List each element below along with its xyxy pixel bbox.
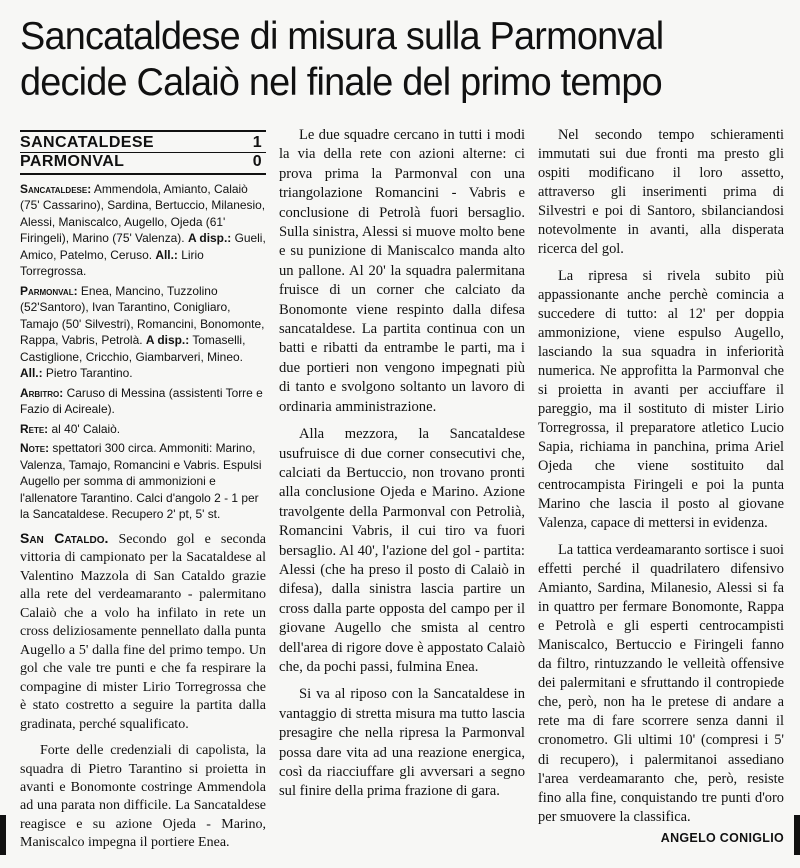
article-paragraph-1 <box>20 529 266 734</box>
goal-text: al 40' Calaiò. <box>51 421 121 436</box>
headline <box>20 14 772 106</box>
referee-label: Arbitro: <box>20 385 64 400</box>
scan-edge-mark-right <box>794 815 800 855</box>
headline-line-1: Sancataldese di misura sulla Parmonval <box>20 15 664 58</box>
lineup-home-disp-label: A disp.: <box>187 231 232 246</box>
article-paragraph-1-text: Secondo gol e seconda vittoria di campionato per la Sacataldese al Valentino Mazzola di San Cataldo grazie alla rete del verdeamaranto - palermitano Calaiò che a volo ha infilato in rete un cross deliziosamente pennellato dalla punta Augello a 5' dalla fine del primo tempo. Un gol che vale tre punti e che fa respirare la compagine di mister Lirio Torregrossa che è stato costretto a seguire la partita dalla gradinata, perché squalificato. <box>20 531 266 732</box>
lineup-home-all-label: All.: <box>155 247 178 262</box>
lineup-away-label: Parmonval: <box>20 283 78 298</box>
home-team-name: SANCATALDESE <box>20 134 154 151</box>
notes-info <box>20 440 266 522</box>
column-2 <box>279 126 525 802</box>
article-paragraph-4: Alla mezzora, la Sancataldese usufruisce di due corner consecutivi che, calciati da Bertuccio, non trovano pronti alla conclusione Ojeda e Marino. Azione travolgente della Parmonval con Petrolià, Romancini Vabris, il cui tiro va fuori bersaglio. Al 40', l'azione del gol - partita: Alessi (che ha preso il posto di Calaiò in difesa), dalla sinistra lascia partire un cross dalla parte opposta del campo per il giovane Augello che smista al centro dell'area di rigore dove è appostato Calaiò che, da pochi passi, fulmina Enea. <box>279 426 525 675</box>
notes-label: Note: <box>20 441 50 456</box>
lineup-home-all-text: Lirio Torregrossa. <box>20 247 204 279</box>
column-3 <box>538 126 784 848</box>
goal-info <box>20 421 266 437</box>
article-paragraph-2: Forte delle credenziali di capolista, la squadra di Pietro Tarantino si proietta in avanti e Bonomonte costringe Ammendola ad una parata non difficile. La Sancataldese reagisce e su azione Ojeda - Marino, Maniscalco impegna il portiere Enea. <box>20 743 266 851</box>
referee-info <box>20 385 266 418</box>
article-paragraph-7: La ripresa si rivela subito più appassionante anche perchè comincia a succedere di tutto: al 12' per doppia ammonizione, viene espulso Augello, lasciando la sua squadra in inferiorità numerica. Ne approfitta la Parmonval che si proietta in avanti per acciuffare il pareggio, ma il sostituto di mister Lirio Torregrossa, il preparatore atletico Lucio Sapia, richiama in panchina, prima Ariel Ojeda che viene sostituito dal centrocampista Firingeli e poi la punta Marino che lascia il posto al giovane Valenza, capace di mettersi in evidenza. <box>538 268 784 532</box>
lineup-parmonval <box>20 283 266 382</box>
lineup-away-all-text: Pietro Tarantino. <box>45 366 133 381</box>
lineup-home-label: Sancataldese: <box>20 182 92 196</box>
lineup-away-disp-text: Tomaselli, Castiglione, Cricchio, Giambarveri, Mineo. <box>20 333 246 364</box>
lineup-sancataldese <box>20 181 266 280</box>
article-start <box>20 529 266 853</box>
lineup-away-disp-label: A disp.: <box>145 333 190 348</box>
dateline-place: San Cataldo. <box>20 529 109 546</box>
score-row-away <box>20 152 266 175</box>
lineup-away-text: Enea, Mancino, Tuzzolino (52'Santoro), Ivan Tarantino, Conigliaro, Tamajo (50' Silvestri), Romancini, Bonomonte, Rappa, Vabris, Petrolà. <box>20 283 265 348</box>
headline-line-2: decide Calaiò nel finale del primo tempo <box>20 61 662 104</box>
home-team-score: 1 <box>252 134 262 151</box>
article-paragraph-8: La tattica verdeamaranto sortisce i suoi effetti perché il quadrilatero difensivo Amianto, Sardina, Milanesio, Alessi si fa in quattro per fermare Bonomonte, Rappa e Petrolà e gli esperti centrocampisti Maniscalco, Bertuccio e Firingeli fanno da filtro, rintuzzando le velleità offensive dei palermitani e sfruttando il contropiede che, però, non ha le pretese di andare a rete ma di fare scorrere senza danni il cronometro. Gli ultimi 10' (compresi i 5' di recupero), i palermitanoi assediano l'area verdeamaranto che, però, resiste fino alla fine, conquistando tre punti d'oro per smuovere la classifica. <box>538 542 784 825</box>
lineup-home-disp-text: Gueli, Amico, Patelmo, Ceruso. <box>20 231 266 262</box>
column-1 <box>20 130 266 853</box>
away-team-name: PARMONVAL <box>20 153 125 170</box>
lineup-away-all-label: All.: <box>20 366 43 381</box>
scan-edge-mark-left <box>0 815 6 855</box>
notes-text: spettatori 300 circa. Ammoniti: Marino, Valenza, Tamajo, Romancini e Vabris. Espulsi Augello per somma di ammonizioni e l'allenatore Tarantino. Calci d'angolo 2 - 1 per la Sancataldese. Recupero 2' pt, 5' st. <box>20 441 262 522</box>
byline: ANGELO CONIGLIO <box>660 830 784 845</box>
lineup-home-text: Ammendola, Amianto, Calaiò (75' Cassarino), Sardina, Bertuccio, Milanesio, Alessi, Maniscalco, Augello, Ojeda (61' Firingeli), Marino (75' Valenza). <box>20 182 266 246</box>
away-team-score: 0 <box>252 153 262 170</box>
referee-text: Caruso di Messina (assistenti Torre e Fazio di Acireale). <box>20 385 263 417</box>
article-paragraph-5: Si va al riposo con la Sancataldese in vantaggio di stretta misura ma tutto lascia presagire che nella ripresa la Parmonval possa dare vita ad una reazione energica, così da riacciuffare gli avversari a segno sul finire della prima frazione di gara. <box>279 686 525 800</box>
article-paragraph-3: Le due squadre cercano in tutti i modi la via della rete con azioni alterne: ci prova prima la Parmonval con una triangolazione Romancini - Vabris e conclusione di Petrolà fuori bersaglio. Sulla sinistra, Alessi si muove molto bene e su punizione di Maniscalco manda alto un pallone. Al 20' la squadra palermitana fruisce di un corner che calciato da Bonomonte viene respinto dalla difesa sancataldese. La partita continua con un batti e ribatti da entrambe le parti, ma i due portieri non vengono impegnati più di tanto e svolgono soltanto un lavoro di ordinaria amministrazione. <box>279 127 525 415</box>
score-row-home <box>20 134 266 152</box>
article-paragraph-6: Nel secondo tempo schieramenti immutati sui due fronti ma presto gli ospiti modificano il loro assetto, attraverso gli inserimenti prima di Silvestri e poi di Santoro, sbilanciandosi notevolmente in avanti, alla disperata ricerca del gol. <box>538 127 784 258</box>
scoreboard <box>20 130 266 175</box>
goal-label: Rete: <box>20 421 49 436</box>
